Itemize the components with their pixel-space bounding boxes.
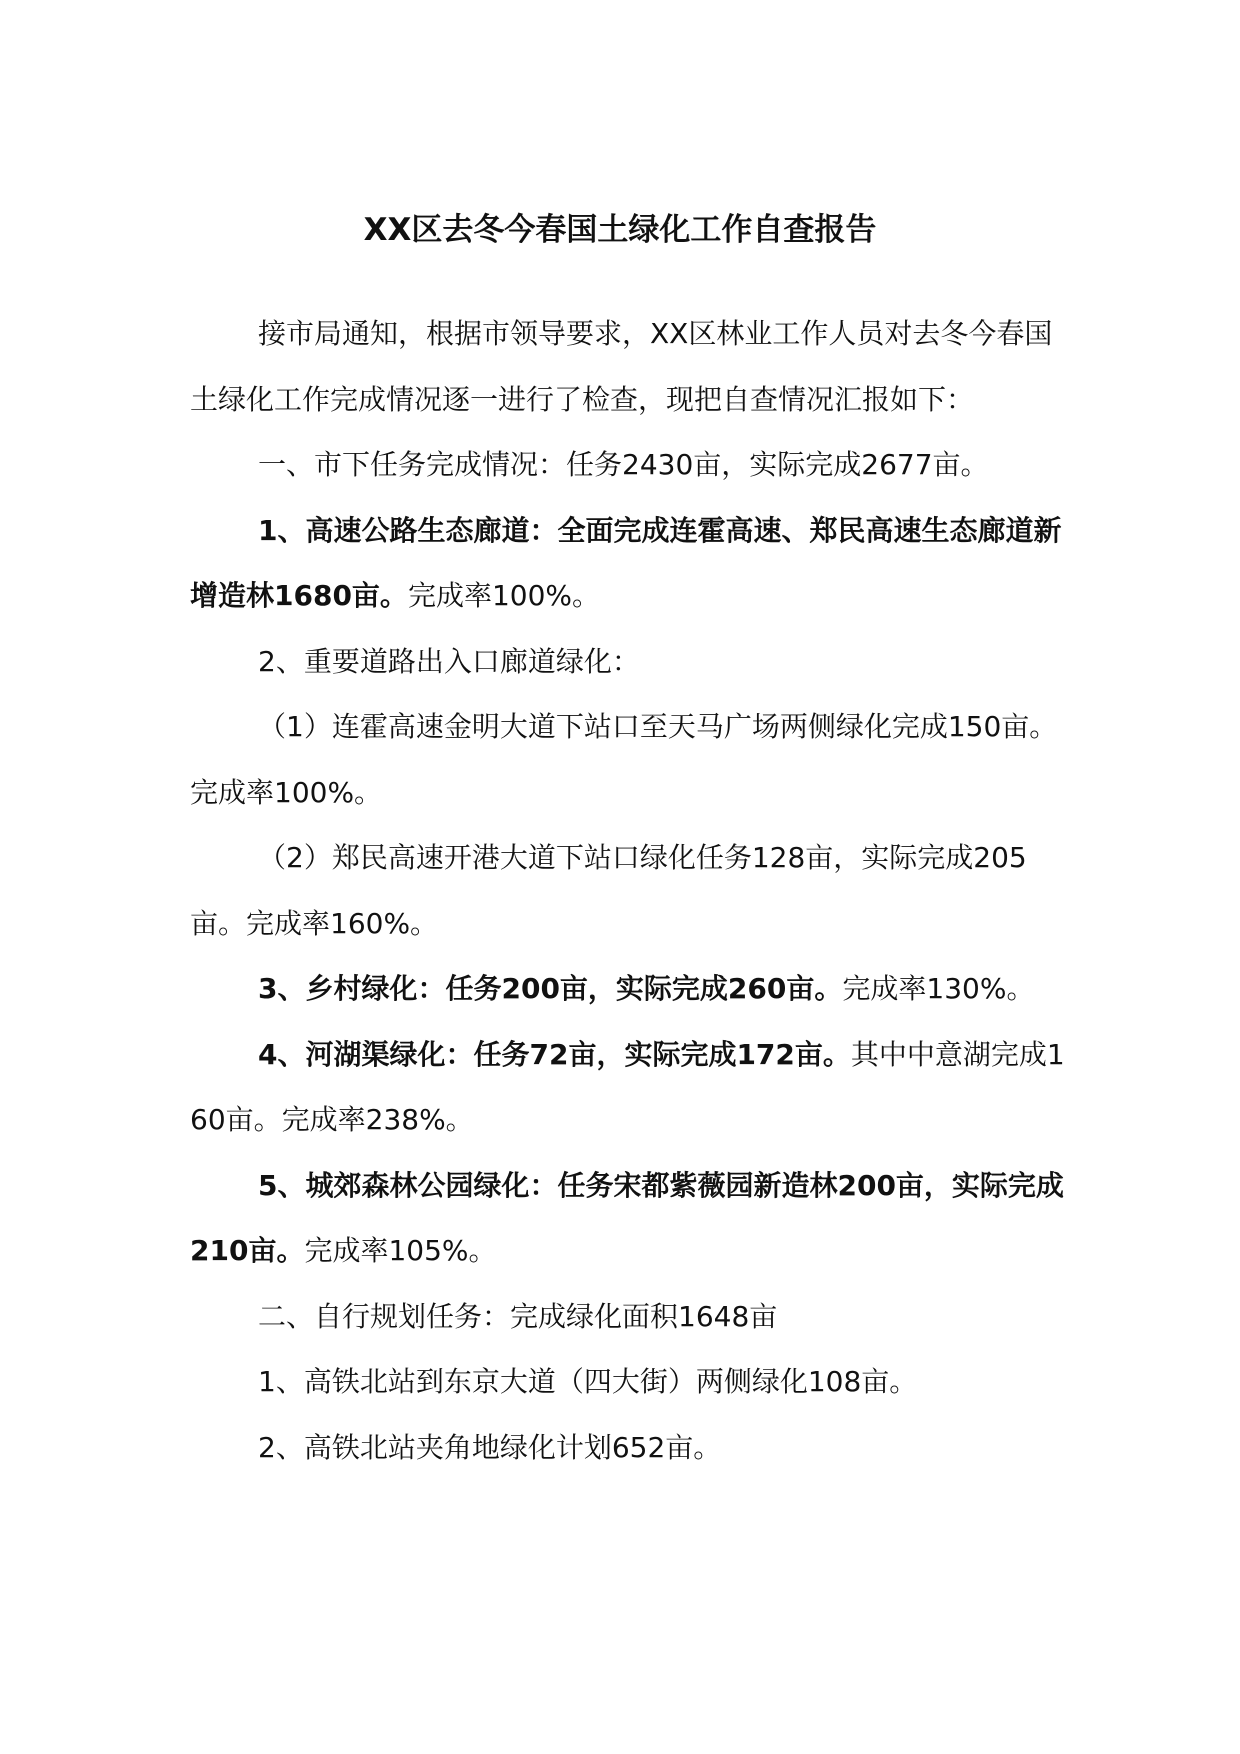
paragraph-text: （2）郑民高速开港大道下站口绿化任务128亩，实际完成205亩。完成率160%。 (190, 841, 1027, 940)
paragraph-text: 二、自行规划任务：完成绿化面积1648亩 (258, 1299, 778, 1333)
paragraph-item-2-1 (190, 694, 1070, 825)
paragraph-text: 完成率130%。 (842, 972, 1035, 1005)
paragraph-text: 1、高铁北站到东京大道（四大街）两侧绿化108亩。 (258, 1365, 918, 1398)
paragraph-bold: 1、高速公路生态廊道：全面完成连霍高速、郑民高速生态廊道新增造林1680亩。 (190, 513, 1062, 612)
paragraph-sub-2 (190, 1415, 1070, 1481)
paragraph-text: 一、市下任务完成情况：任务2430亩，实际完成2677亩。 (258, 448, 989, 481)
paragraph-text: 其中中意湖完成160亩。完成率238%。 (190, 1037, 1065, 1136)
paragraph-section-2 (190, 1284, 1070, 1350)
document-title: XX区去冬今春国土绿化工作自查报告 (363, 212, 877, 248)
document-body (190, 301, 1070, 1480)
paragraph-text: 2、重要道路出入口廊道绿化： (258, 644, 640, 678)
paragraph-item-5 (190, 1153, 1070, 1284)
paragraph-item-3 (190, 956, 1070, 1022)
paragraph-item-1 (190, 498, 1070, 629)
paragraph-item-2 (190, 629, 1070, 695)
paragraph-bold: 4、河湖渠绿化：任务72亩，实际完成172亩。 (258, 1037, 851, 1071)
paragraph-text: 2、高铁北站夹角地绿化计划652亩。 (258, 1430, 722, 1464)
paragraph-bold: 5、城郊森林公园绿化：任务宋都紫薇园新造林200亩，实际完成210亩。 (190, 1168, 1064, 1267)
paragraph-item-4 (190, 1022, 1070, 1153)
paragraph-text: 完成率100%。 (407, 579, 600, 612)
paragraph-intro (190, 301, 1070, 432)
paragraph-sub-1 (190, 1349, 1070, 1415)
paragraph-text: 完成率105%。 (304, 1234, 497, 1267)
paragraph-section-1 (190, 432, 1070, 498)
paragraph-text: 接市局通知，根据市领导要求，XX区林业工作人员对去冬今春国土绿化工作完成情况逐一进行了检查，现把自查情况汇报如下： (190, 317, 1053, 416)
paragraph-item-2-2 (190, 825, 1070, 956)
paragraph-text: （1）连霍高速金明大道下站口至天马广场两侧绿化完成150亩。完成率100%。 (190, 710, 1058, 809)
paragraph-bold: 3、乡村绿化：任务200亩，实际完成260亩。 (258, 972, 843, 1005)
